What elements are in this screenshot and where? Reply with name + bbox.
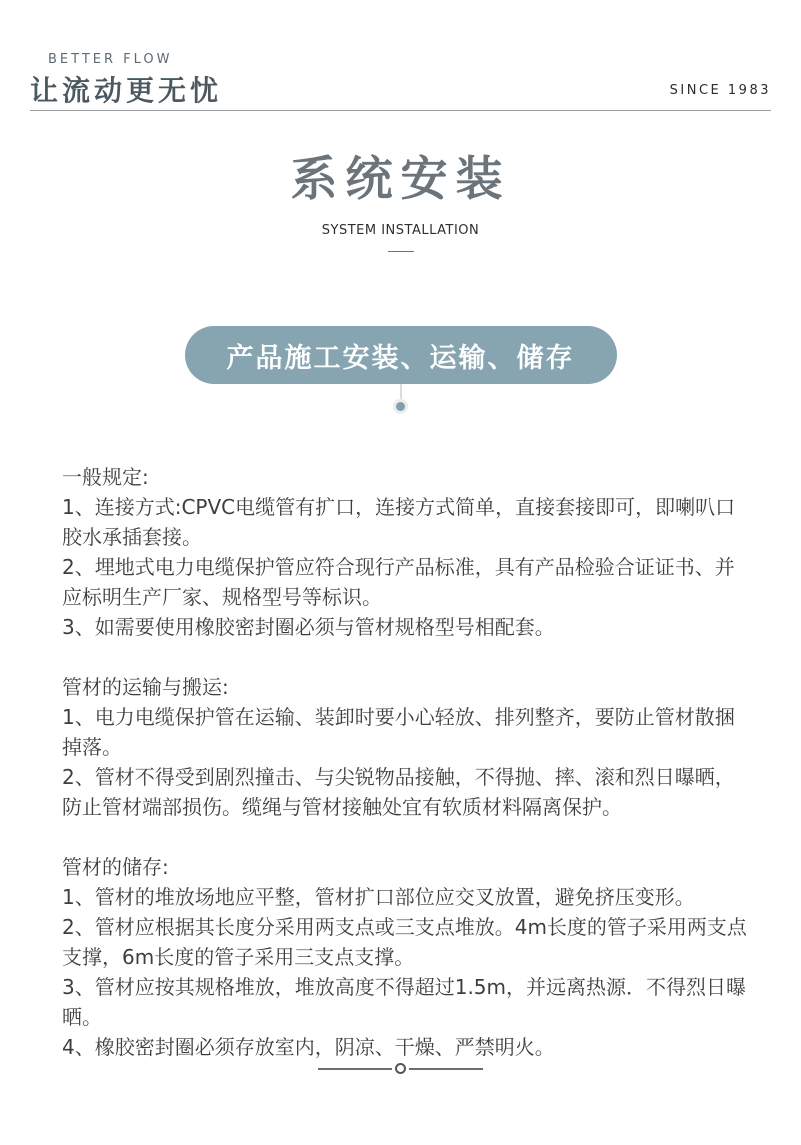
- section-item: 4、橡胶密封圈必须存放室内，阴凉、干燥、严禁明火。: [62, 1035, 555, 1059]
- footer-line-left: [318, 1068, 392, 1070]
- section-heading: 管材的储存:: [62, 855, 169, 879]
- brand-slogan-en: BETTER FLOW: [48, 52, 173, 67]
- banner-connector-line: [400, 384, 402, 399]
- section-item: 2、管材应根据其长度分采用两支点或三支点堆放。4m长度的管子采用两支点支撑，6m长度的管子采用三支点支撑。: [62, 915, 747, 969]
- section-item: 3、管材应按其规格堆放，堆放高度不得超过1.5m，并远离热源．不得烈日曝晒。: [62, 975, 747, 1029]
- brand-logo-text: 让流动更无忧: [30, 74, 223, 107]
- section-general-rules: [62, 462, 752, 642]
- section-item: 2、管材不得受到剧烈撞击、与尖锐物品接触，不得抛、摔、滚和烈日曝晒，防止管材端部损伤。缆绳与管材接触处宜有软质材料隔离保护。: [62, 765, 735, 819]
- document-body: [62, 462, 752, 1062]
- section-banner-wrap: [0, 326, 801, 414]
- page-title: 系统安装: [290, 152, 511, 207]
- header-divider: [30, 110, 771, 111]
- section-item: 1、连接方式:CPVC电缆管有扩口，连接方式简单，直接套接即可，即喇叭口胶水承插套接。: [62, 495, 736, 549]
- section-heading: 管材的运输与搬运:: [62, 675, 229, 699]
- section-banner: 产品施工安装、运输、储存: [185, 326, 617, 384]
- section-storage: [62, 852, 752, 1062]
- section-item: 3、如需要使用橡胶密封圈必须与管材规格型号相配套。: [62, 615, 555, 639]
- footer-circle-icon: [395, 1063, 406, 1074]
- banner-connector-dot: [393, 399, 408, 414]
- footer-divider: [0, 1063, 801, 1074]
- section-heading: 一般规定:: [62, 465, 149, 489]
- title-tick-divider: [388, 251, 414, 252]
- section-item: 1、管材的堆放场地应平整，管材扩口部位应交叉放置，避免挤压变形。: [62, 885, 695, 909]
- title-block: [0, 142, 801, 252]
- section-transport-handling: [62, 672, 752, 822]
- section-item: 1、电力电缆保护管在运输、装卸时要小心轻放、排列整齐，要防止管材散捆掉落。: [62, 705, 735, 759]
- page-header: [30, 52, 771, 107]
- since-label: SINCE 1983: [669, 83, 771, 98]
- section-item: 2、埋地式电力电缆保护管应符合现行产品标准，具有产品检验合证证书、并应标明生产厂家、规格型号等标识。: [62, 555, 735, 609]
- page-subtitle: SYSTEM INSTALLATION: [321, 223, 480, 238]
- footer-line-right: [409, 1068, 483, 1070]
